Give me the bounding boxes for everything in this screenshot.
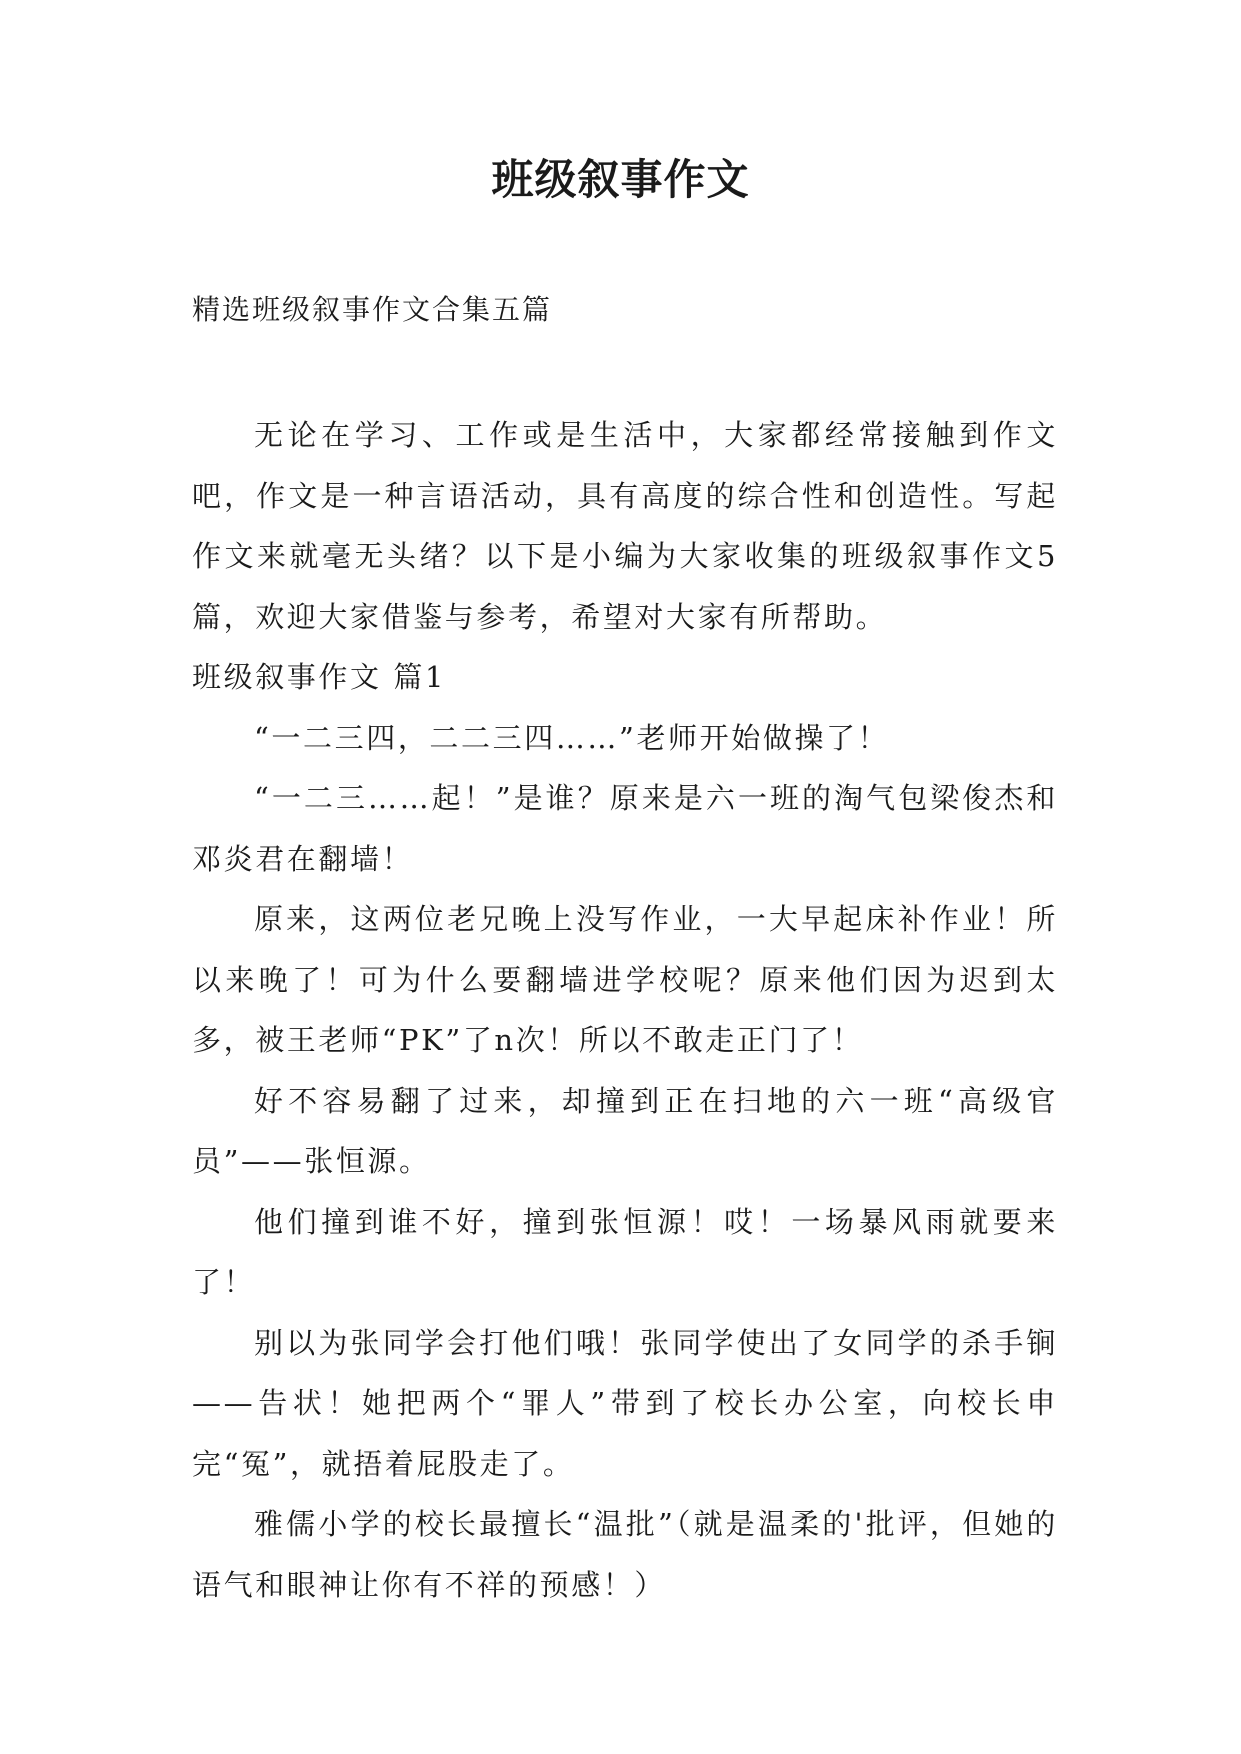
paragraph: 他们撞到谁不好，撞到张恒源！哎！一场暴风雨就要来了！: [192, 1204, 1058, 1299]
paragraph: 好不容易翻了过来，却撞到正在扫地的六一班“高级官员”——张恒源。: [192, 1083, 1058, 1178]
document-body: [192, 405, 1058, 1615]
paragraph: “一二三四，二二三四……”老师开始做操了！: [254, 720, 890, 755]
paragraph-intro: 无论在学习、工作或是生活中，大家都经常接触到作文吧，作文是一种言语活动，具有高度的综合性和创造性。写起作文来就毫无头绪？以下是小编为大家收集的班级叙事作文5篇，欢迎大家借鉴与参考，希望对大家有所帮助。: [192, 418, 1058, 634]
paragraph: 雅儒小学的校长最擅长“温批”（就是温柔的'批评，但她的语气和眼神让你有不祥的预感！）: [192, 1507, 1058, 1602]
section-heading: 班级叙事作文 篇1: [192, 660, 447, 694]
document-subtitle: 精选班级叙事作文合集五篇: [192, 293, 553, 326]
paragraph: 别以为张同学会打他们哦！张同学使出了女同学的杀手锏——告状！她把两个“罪人”带到了校长办公室，向校长申完“冤”，就捂着屁股走了。: [192, 1325, 1058, 1481]
paragraph: 原来，这两位老兄晚上没写作业，一大早起床补作业！所以来晚了！可为什么要翻墙进学校呢？原来他们因为迟到太多，被王老师“PK”了n次！所以不敢走正门了！: [192, 902, 1058, 1057]
paragraph: “一二三……起！”是谁？原来是六一班的淘气包梁俊杰和邓炎君在翻墙！: [192, 781, 1058, 876]
document-title: 班级叙事作文: [491, 155, 750, 204]
